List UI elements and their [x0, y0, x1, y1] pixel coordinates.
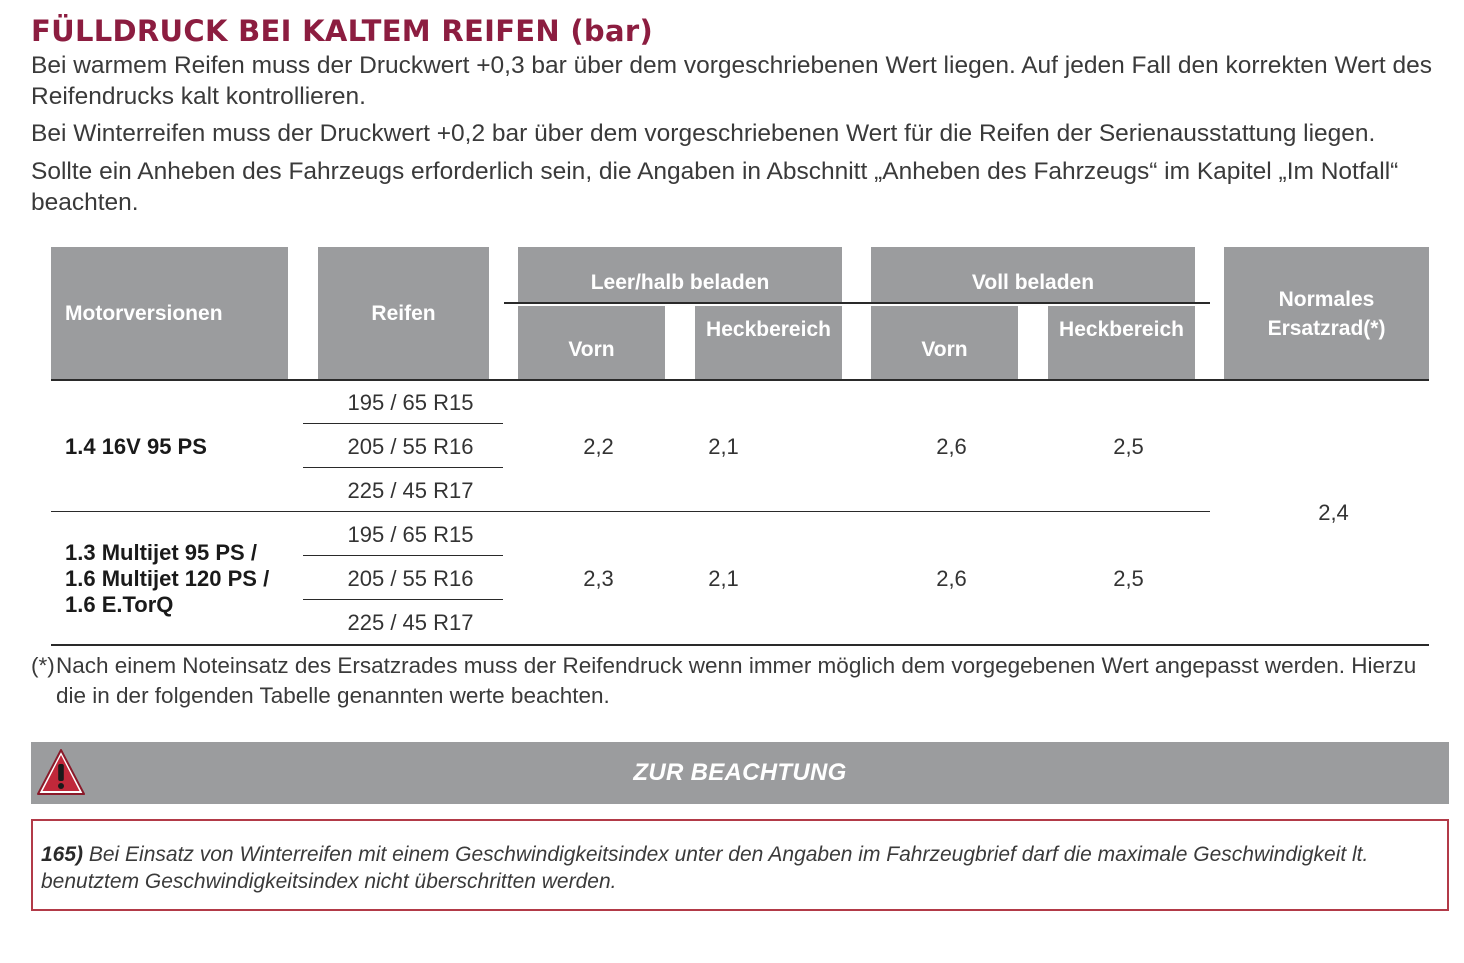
- row2-empty-rear: 2,1: [708, 566, 739, 591]
- row1-full-rear: 2,5: [1113, 434, 1144, 459]
- row2-engine-line-3: 1.6 E.TorQ: [65, 592, 174, 617]
- header-empty-front: Vorn: [518, 306, 665, 380]
- warning-banner: [31, 742, 1449, 804]
- row1-empty-front: 2,2: [583, 434, 614, 459]
- header-tyres: Reifen: [318, 247, 489, 380]
- row1-tyre-divider-1: [303, 423, 503, 424]
- row2-engine-line-1: 1.3 Multijet 95 PS /: [65, 540, 257, 565]
- row2-empty-front: 2,3: [583, 566, 614, 591]
- footnote: [31, 651, 1446, 711]
- table-bottom-rule: [51, 644, 1429, 646]
- row1-tyre-divider-2: [303, 467, 503, 468]
- row1-engine: [65, 434, 295, 460]
- header-engine: Motorversionen: [51, 247, 288, 380]
- row1-full-front: 2,6: [936, 434, 967, 459]
- row1-tyre-1: 195 / 65 R15: [347, 390, 474, 415]
- row2-engine: [65, 540, 300, 618]
- paragraph-lifting: Sollte ein Anheben des Fahrzeugs erforderlich sein, die Angaben in Abschnitt „Anheben des Fahrzeugs“ im Kapitel „Im Notfall“ beachten.: [31, 158, 1399, 216]
- header-spare: [1224, 247, 1429, 380]
- row2-tyre-1: 195 / 65 R15: [347, 522, 474, 547]
- row1-engine-line: 1.4 16V 95 PS: [65, 434, 207, 459]
- row2-tyre-3: 225 / 45 R17: [347, 610, 474, 635]
- row2-tyre-2: 205 / 55 R16: [347, 566, 474, 591]
- row2-engine-line-2: 1.6 Multijet 120 PS /: [65, 566, 270, 591]
- row-divider: [51, 511, 1210, 512]
- paragraph-winter-tyres: Bei Winterreifen muss der Druckwert +0,2 bar über dem vorgeschriebenen Wert für die Reifen der Serienausstattung liegen.: [31, 120, 1376, 147]
- header-group-divider: [504, 302, 1210, 304]
- row2-full-front: 2,6: [936, 566, 967, 591]
- row2-tyre-divider-1: [303, 555, 503, 556]
- header-group-empty: Leer/halb beladen: [518, 247, 842, 303]
- footnote-mark: (*): [31, 653, 55, 678]
- header-full-front: Vorn: [871, 306, 1018, 380]
- row1-tyre-3: 225 / 45 R17: [347, 478, 474, 503]
- header-full-rear: Heckbereich: [1048, 306, 1195, 380]
- warning-note: [41, 841, 1441, 895]
- page-title: FÜLLDRUCK BEI KALTEM REIFEN (bar): [31, 14, 654, 48]
- row1-empty-rear: 2,1: [708, 434, 739, 459]
- paragraph-warm-tyres: Bei warmem Reifen muss der Druckwert +0,3 bar über dem vorgeschriebenen Wert liegen. Auf jeden Fall den korrekten Wert des Reifendrucks kalt kontrollieren.: [31, 52, 1433, 110]
- row2-full-rear: 2,5: [1113, 566, 1144, 591]
- spare-value: 2,4: [1318, 500, 1349, 525]
- row1-tyre-2: 205 / 55 R16: [347, 434, 474, 459]
- row2-tyre-divider-2: [303, 599, 503, 600]
- header-spare-line2: Ersatzrad(*): [1267, 316, 1386, 340]
- header-group-full: Voll beladen: [871, 247, 1195, 303]
- header-spare-line1: Normales: [1278, 287, 1375, 311]
- warning-note-box: [31, 819, 1449, 911]
- header-empty-rear: Heckbereich: [695, 306, 842, 380]
- warning-title: ZUR BEACHTUNG: [633, 759, 847, 786]
- footnote-text: Nach einem Noteinsatz des Ersatzrades muss der Reifendruck wenn immer möglich dem vorgegebenen Wert angepasst werden. Hierzu die in der folgenden Tabelle genannten werte beachten.: [56, 653, 1417, 708]
- warning-note-text: Bei Einsatz von Winterreifen mit einem Geschwindigkeitsindex unter den Angaben im Fahrzeugbrief darf die maximale Geschwindigkeit lt. benutztem Geschwindigkeitsindex nicht überschritten werden.: [41, 843, 1369, 893]
- warning-note-number: 165): [41, 843, 84, 866]
- header-bottom-rule: [51, 379, 1429, 381]
